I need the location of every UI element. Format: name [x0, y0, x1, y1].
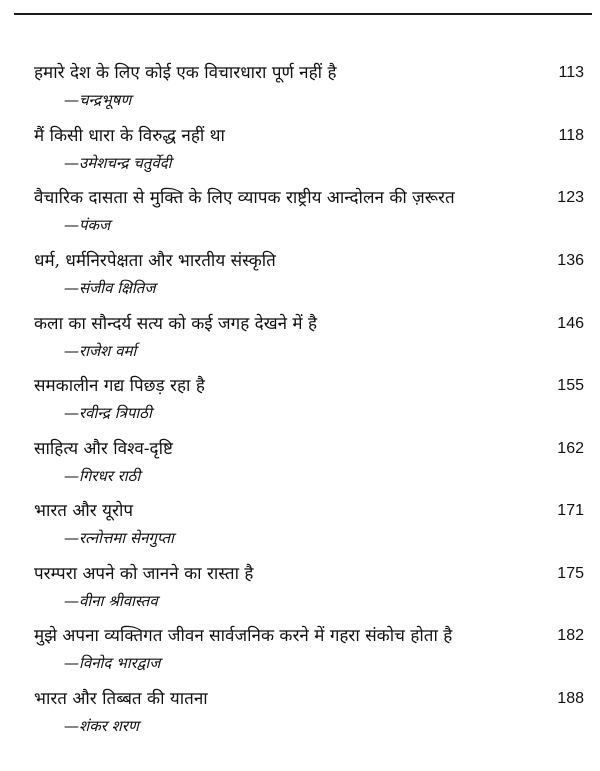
entry-author: —गिरधर राठी — [64, 467, 141, 485]
page-number: 123 — [557, 189, 584, 206]
toc-entry[interactable] — [34, 313, 584, 371]
toc-entry[interactable] — [34, 250, 584, 308]
page-number: 175 — [557, 565, 584, 582]
top-rule — [14, 13, 592, 15]
entry-title: कला का सौन्दर्य सत्य को कई जगह देखने में है — [34, 314, 318, 334]
toc-entry[interactable] — [34, 62, 584, 120]
toc-entry[interactable] — [34, 688, 584, 746]
page-number: 146 — [557, 315, 584, 332]
entry-title: मैं किसी धारा के विरुद्ध नहीं था — [34, 126, 225, 146]
entry-author: —विनोद भारद्वाज — [64, 654, 161, 672]
entry-author: —वीना श्रीवास्तव — [64, 592, 158, 610]
toc-entry[interactable] — [34, 625, 584, 683]
page-number: 118 — [558, 127, 584, 144]
toc-entry[interactable] — [34, 125, 584, 183]
page-number: 113 — [558, 64, 584, 81]
entry-author: —रवीन्द्र त्रिपाठी — [64, 404, 152, 422]
entry-author: —राजेश वर्मा — [64, 342, 137, 360]
toc-entry[interactable] — [34, 438, 584, 496]
entry-title: धर्म, धर्मनिरपेक्षता और भारतीय संस्कृति — [34, 251, 276, 271]
entry-title: साहित्य और विश्व-दृष्टि — [34, 439, 173, 459]
entry-title: भारत और यूरोप — [34, 501, 134, 521]
entry-author: —संजीव क्षितिज — [64, 279, 156, 297]
entry-title: समकालीन गद्य पिछड़ रहा है — [34, 376, 205, 396]
entry-title: भारत और तिब्बत की यातना — [34, 689, 208, 709]
entry-title: मुझे अपना व्यक्तिगत जीवन सार्वजनिक करने में गहरा संकोच होता है — [34, 626, 453, 646]
page-number: 136 — [557, 252, 584, 269]
page-number: 171 — [557, 502, 584, 519]
toc-entry[interactable] — [34, 500, 584, 558]
entry-title: वैचारिक दासता से मुक्ति के लिए व्यापक राष्ट्रीय आन्दोलन की ज़रूरत — [34, 188, 455, 208]
toc-entry[interactable] — [34, 187, 584, 245]
toc-entry[interactable] — [34, 563, 584, 621]
page-number: 155 — [557, 377, 584, 394]
page-number: 162 — [557, 440, 584, 457]
page-number: 188 — [557, 690, 584, 707]
entry-title: हमारे देश के लिए कोई एक विचारधारा पूर्ण नहीं है — [34, 63, 337, 83]
entry-author: —शंकर शरण — [64, 717, 139, 735]
page-number: 182 — [557, 627, 584, 644]
entry-author: —रत्नोत्तमा सेनगुप्ता — [64, 529, 174, 547]
entry-author: —उमेशचन्द्र चतुर्वेदी — [64, 154, 172, 172]
entry-author: —चन्द्रभूषण — [64, 91, 132, 109]
entry-title: परम्परा अपने को जानने का रास्ता है — [34, 564, 254, 584]
entry-author: —पंकज — [64, 216, 111, 234]
toc-entry[interactable] — [34, 375, 584, 433]
